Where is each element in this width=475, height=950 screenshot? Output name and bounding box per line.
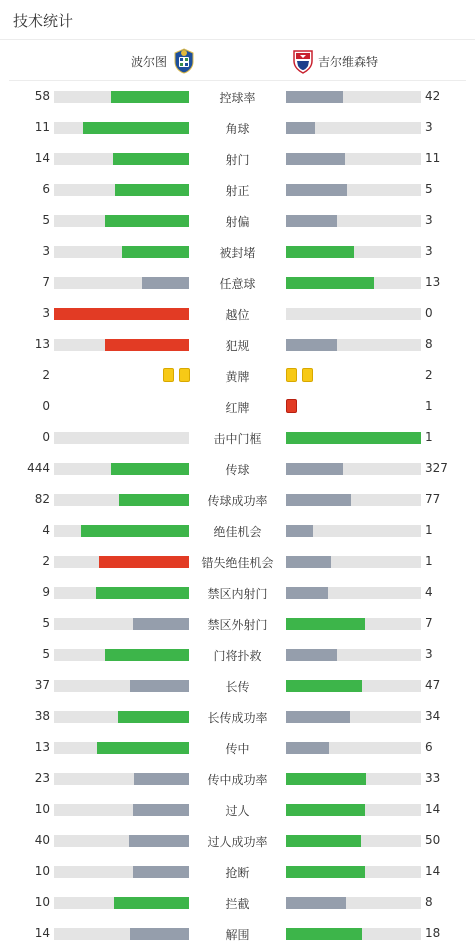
away-value: 6 bbox=[425, 740, 433, 754]
home-cards bbox=[163, 368, 190, 382]
away-bar-fill bbox=[286, 804, 365, 816]
stat-row bbox=[0, 918, 475, 949]
home-value: 4 bbox=[42, 523, 50, 537]
away-bar-track bbox=[286, 711, 421, 723]
away-bar-fill bbox=[286, 494, 351, 506]
away-value: 5 bbox=[425, 182, 433, 196]
away-bar-fill bbox=[286, 153, 345, 165]
home-bar-track bbox=[54, 308, 189, 320]
home-value: 40 bbox=[34, 833, 50, 847]
away-bar-fill bbox=[286, 649, 337, 661]
away-bar-track bbox=[286, 835, 421, 847]
home-bar-track bbox=[54, 866, 189, 878]
stat-row bbox=[0, 391, 475, 422]
stat-label: 传中成功率 bbox=[207, 773, 268, 787]
away-value: 3 bbox=[425, 213, 433, 227]
home-bar-fill bbox=[142, 277, 189, 289]
away-bar-track bbox=[286, 928, 421, 940]
away-bar-track bbox=[286, 680, 421, 692]
away-bar-track bbox=[286, 215, 421, 227]
away-cards bbox=[286, 399, 297, 413]
home-value: 2 bbox=[42, 368, 50, 382]
away-value: 4 bbox=[425, 585, 433, 599]
home-bar-track bbox=[54, 246, 189, 258]
stat-row bbox=[0, 546, 475, 577]
away-bar-fill bbox=[286, 928, 362, 940]
stat-label: 过人成功率 bbox=[207, 835, 268, 849]
stat-row bbox=[0, 174, 475, 205]
home-bar-fill bbox=[81, 525, 189, 537]
stat-row bbox=[0, 267, 475, 298]
away-bar-fill bbox=[286, 432, 421, 444]
gil-vicente-crest-icon bbox=[292, 48, 314, 74]
home-value: 3 bbox=[42, 306, 50, 320]
home-bar-track bbox=[54, 711, 189, 723]
red-card-icon bbox=[286, 399, 297, 413]
away-bar-fill bbox=[286, 246, 354, 258]
teams-header bbox=[9, 41, 466, 81]
home-bar-fill bbox=[54, 308, 189, 320]
home-value: 0 bbox=[42, 399, 50, 413]
porto-crest-icon bbox=[173, 48, 195, 74]
home-value: 10 bbox=[34, 895, 50, 909]
home-value: 10 bbox=[34, 802, 50, 816]
home-bar-track bbox=[54, 432, 189, 444]
home-bar-track bbox=[54, 494, 189, 506]
home-team[interactable] bbox=[9, 41, 195, 81]
home-bar-track bbox=[54, 277, 189, 289]
stat-row bbox=[0, 205, 475, 236]
yellow-card-icon bbox=[302, 368, 313, 382]
stat-row bbox=[0, 856, 475, 887]
stat-row bbox=[0, 794, 475, 825]
home-value: 5 bbox=[42, 213, 50, 227]
stat-row bbox=[0, 670, 475, 701]
home-value: 13 bbox=[34, 337, 50, 351]
stat-row bbox=[0, 639, 475, 670]
home-bar-fill bbox=[118, 711, 189, 723]
stats-table bbox=[0, 81, 475, 949]
away-bar-fill bbox=[286, 463, 343, 475]
stat-label: 射偏 bbox=[225, 215, 250, 229]
home-bar-track bbox=[54, 556, 189, 568]
home-value: 23 bbox=[34, 771, 50, 785]
stat-label: 过人 bbox=[225, 804, 250, 818]
away-bar-track bbox=[286, 277, 421, 289]
home-value: 37 bbox=[34, 678, 50, 692]
home-bar-fill bbox=[134, 773, 189, 785]
home-value: 5 bbox=[42, 647, 50, 661]
home-bar-track bbox=[54, 804, 189, 816]
yellow-card-icon bbox=[179, 368, 190, 382]
away-bar-fill bbox=[286, 773, 366, 785]
away-bar-fill bbox=[286, 215, 337, 227]
stat-row bbox=[0, 515, 475, 546]
home-value: 444 bbox=[27, 461, 50, 475]
home-value: 3 bbox=[42, 244, 50, 258]
stat-label: 被封堵 bbox=[219, 246, 256, 260]
away-bar-track bbox=[286, 804, 421, 816]
stat-row bbox=[0, 484, 475, 515]
home-bar-fill bbox=[111, 91, 189, 103]
home-bar-track bbox=[54, 835, 189, 847]
home-value: 0 bbox=[42, 430, 50, 444]
away-value: 34 bbox=[425, 709, 441, 723]
home-bar-fill bbox=[105, 649, 189, 661]
home-bar-track bbox=[54, 339, 189, 351]
home-value: 5 bbox=[42, 616, 50, 630]
away-bar-track bbox=[286, 122, 421, 134]
stat-label: 解围 bbox=[225, 928, 250, 942]
home-value: 82 bbox=[34, 492, 50, 506]
home-bar-fill bbox=[119, 494, 189, 506]
away-value: 42 bbox=[425, 89, 441, 103]
home-value: 2 bbox=[42, 554, 50, 568]
home-bar-track bbox=[54, 680, 189, 692]
home-bar-track bbox=[54, 618, 189, 630]
home-value: 58 bbox=[34, 89, 50, 103]
home-value: 14 bbox=[34, 151, 50, 165]
away-bar-track bbox=[286, 339, 421, 351]
home-bar-track bbox=[54, 742, 189, 754]
away-bar-fill bbox=[286, 742, 329, 754]
home-bar-fill bbox=[115, 184, 189, 196]
stats-header bbox=[0, 0, 475, 40]
away-team-name: 吉尔维森特 bbox=[318, 54, 379, 69]
away-value: 77 bbox=[425, 492, 441, 506]
stat-label: 长传 bbox=[225, 680, 250, 694]
stat-label: 长传成功率 bbox=[207, 711, 268, 725]
away-value: 3 bbox=[425, 244, 433, 258]
away-value: 3 bbox=[425, 647, 433, 661]
home-bar-fill bbox=[97, 742, 189, 754]
away-bar-track bbox=[286, 556, 421, 568]
away-bar-track bbox=[286, 432, 421, 444]
stat-label: 禁区内射门 bbox=[207, 587, 268, 601]
stat-label: 任意球 bbox=[219, 277, 256, 291]
away-bar-fill bbox=[286, 525, 313, 537]
away-value: 8 bbox=[425, 895, 433, 909]
stat-row bbox=[0, 329, 475, 360]
away-value: 1 bbox=[425, 430, 433, 444]
home-bar-track bbox=[54, 463, 189, 475]
home-bar-track bbox=[54, 184, 189, 196]
home-value: 38 bbox=[34, 709, 50, 723]
home-bar-fill bbox=[130, 680, 189, 692]
away-bar-fill bbox=[286, 711, 350, 723]
page-title: 技术统计 bbox=[13, 12, 74, 30]
away-bar-track bbox=[286, 91, 421, 103]
home-bar-track bbox=[54, 649, 189, 661]
yellow-card-icon bbox=[163, 368, 174, 382]
away-value: 18 bbox=[425, 926, 441, 940]
away-value: 1 bbox=[425, 399, 433, 413]
home-bar-track bbox=[54, 122, 189, 134]
yellow-card-icon bbox=[286, 368, 297, 382]
stat-label: 射正 bbox=[225, 184, 250, 198]
home-bar-fill bbox=[99, 556, 189, 568]
stat-label: 控球率 bbox=[219, 91, 256, 105]
home-bar-fill bbox=[111, 463, 189, 475]
away-bar-fill bbox=[286, 587, 328, 599]
away-team[interactable] bbox=[292, 41, 378, 81]
stat-row bbox=[0, 608, 475, 639]
away-bar-fill bbox=[286, 680, 362, 692]
away-bar-fill bbox=[286, 277, 374, 289]
stat-label: 红牌 bbox=[225, 401, 250, 415]
stat-row bbox=[0, 825, 475, 856]
away-bar-track bbox=[286, 897, 421, 909]
stat-label: 黄牌 bbox=[225, 370, 250, 384]
away-bar-fill bbox=[286, 556, 331, 568]
home-bar-fill bbox=[130, 928, 189, 940]
home-value: 10 bbox=[34, 864, 50, 878]
stat-row bbox=[0, 701, 475, 732]
stat-label: 传中 bbox=[225, 742, 250, 756]
stat-row bbox=[0, 112, 475, 143]
home-value: 6 bbox=[42, 182, 50, 196]
stat-row bbox=[0, 453, 475, 484]
home-value: 11 bbox=[34, 120, 50, 134]
home-bar-fill bbox=[105, 339, 189, 351]
home-bar-track bbox=[54, 215, 189, 227]
stat-label: 抢断 bbox=[225, 866, 250, 880]
home-bar-track bbox=[54, 897, 189, 909]
stat-label: 拦截 bbox=[225, 897, 250, 911]
away-bar-fill bbox=[286, 866, 365, 878]
stat-label: 传球 bbox=[225, 463, 250, 477]
away-bar-track bbox=[286, 463, 421, 475]
stat-label: 绝佳机会 bbox=[213, 525, 262, 539]
away-bar-fill bbox=[286, 835, 361, 847]
home-value: 7 bbox=[42, 275, 50, 289]
away-bar-track bbox=[286, 742, 421, 754]
stat-row bbox=[0, 422, 475, 453]
away-bar-track bbox=[286, 494, 421, 506]
home-bar-track bbox=[54, 773, 189, 785]
away-bar-track bbox=[286, 525, 421, 537]
away-value: 8 bbox=[425, 337, 433, 351]
stat-row bbox=[0, 236, 475, 267]
stat-row bbox=[0, 298, 475, 329]
stat-label: 角球 bbox=[225, 122, 250, 136]
away-bar-track bbox=[286, 587, 421, 599]
stat-row bbox=[0, 763, 475, 794]
home-bar-fill bbox=[122, 246, 190, 258]
away-bar-fill bbox=[286, 184, 347, 196]
home-bar-fill bbox=[129, 835, 189, 847]
stat-label: 犯规 bbox=[225, 339, 250, 353]
stat-row bbox=[0, 81, 475, 112]
home-bar-fill bbox=[133, 618, 189, 630]
away-bar-fill bbox=[286, 897, 346, 909]
stat-label: 射门 bbox=[225, 153, 250, 167]
stat-row bbox=[0, 887, 475, 918]
home-bar-track bbox=[54, 153, 189, 165]
stat-row bbox=[0, 360, 475, 391]
away-bar-fill bbox=[286, 122, 315, 134]
away-value: 13 bbox=[425, 275, 441, 289]
away-bar-track bbox=[286, 773, 421, 785]
away-bar-track bbox=[286, 308, 421, 320]
home-value: 9 bbox=[42, 585, 50, 599]
away-value: 14 bbox=[425, 864, 441, 878]
home-bar-fill bbox=[133, 804, 189, 816]
stat-label: 门将扑救 bbox=[213, 649, 262, 663]
away-value: 1 bbox=[425, 523, 433, 537]
away-value: 14 bbox=[425, 802, 441, 816]
away-value: 2 bbox=[425, 368, 433, 382]
away-bar-fill bbox=[286, 91, 343, 103]
stat-row bbox=[0, 143, 475, 174]
away-value: 0 bbox=[425, 306, 433, 320]
home-bar-track bbox=[54, 91, 189, 103]
stat-label: 越位 bbox=[225, 308, 250, 322]
away-bar-track bbox=[286, 246, 421, 258]
away-value: 33 bbox=[425, 771, 441, 785]
stat-row bbox=[0, 577, 475, 608]
away-value: 1 bbox=[425, 554, 433, 568]
away-value: 3 bbox=[425, 120, 433, 134]
away-bar-track bbox=[286, 184, 421, 196]
home-bar-fill bbox=[96, 587, 189, 599]
stat-label: 错失绝佳机会 bbox=[201, 556, 274, 570]
away-bar-track bbox=[286, 153, 421, 165]
home-bar-fill bbox=[133, 866, 189, 878]
home-value: 14 bbox=[34, 926, 50, 940]
away-bar-fill bbox=[286, 618, 365, 630]
away-bar-track bbox=[286, 618, 421, 630]
away-value: 50 bbox=[425, 833, 441, 847]
home-bar-track bbox=[54, 928, 189, 940]
home-bar-fill bbox=[105, 215, 189, 227]
away-value: 327 bbox=[425, 461, 448, 475]
away-value: 47 bbox=[425, 678, 441, 692]
home-team-name: 波尔图 bbox=[130, 54, 167, 69]
stat-row bbox=[0, 732, 475, 763]
home-bar-fill bbox=[83, 122, 189, 134]
away-value: 7 bbox=[425, 616, 433, 630]
away-bar-track bbox=[286, 649, 421, 661]
home-value: 13 bbox=[34, 740, 50, 754]
away-value: 11 bbox=[425, 151, 441, 165]
home-bar-track bbox=[54, 587, 189, 599]
away-cards bbox=[286, 368, 313, 382]
home-bar-fill bbox=[113, 153, 189, 165]
away-bar-track bbox=[286, 866, 421, 878]
stat-label: 传球成功率 bbox=[207, 494, 268, 508]
away-bar-fill bbox=[286, 339, 337, 351]
home-bar-fill bbox=[114, 897, 189, 909]
stat-label: 击中门框 bbox=[213, 432, 262, 446]
home-bar-track bbox=[54, 525, 189, 537]
stat-label: 禁区外射门 bbox=[207, 618, 268, 632]
